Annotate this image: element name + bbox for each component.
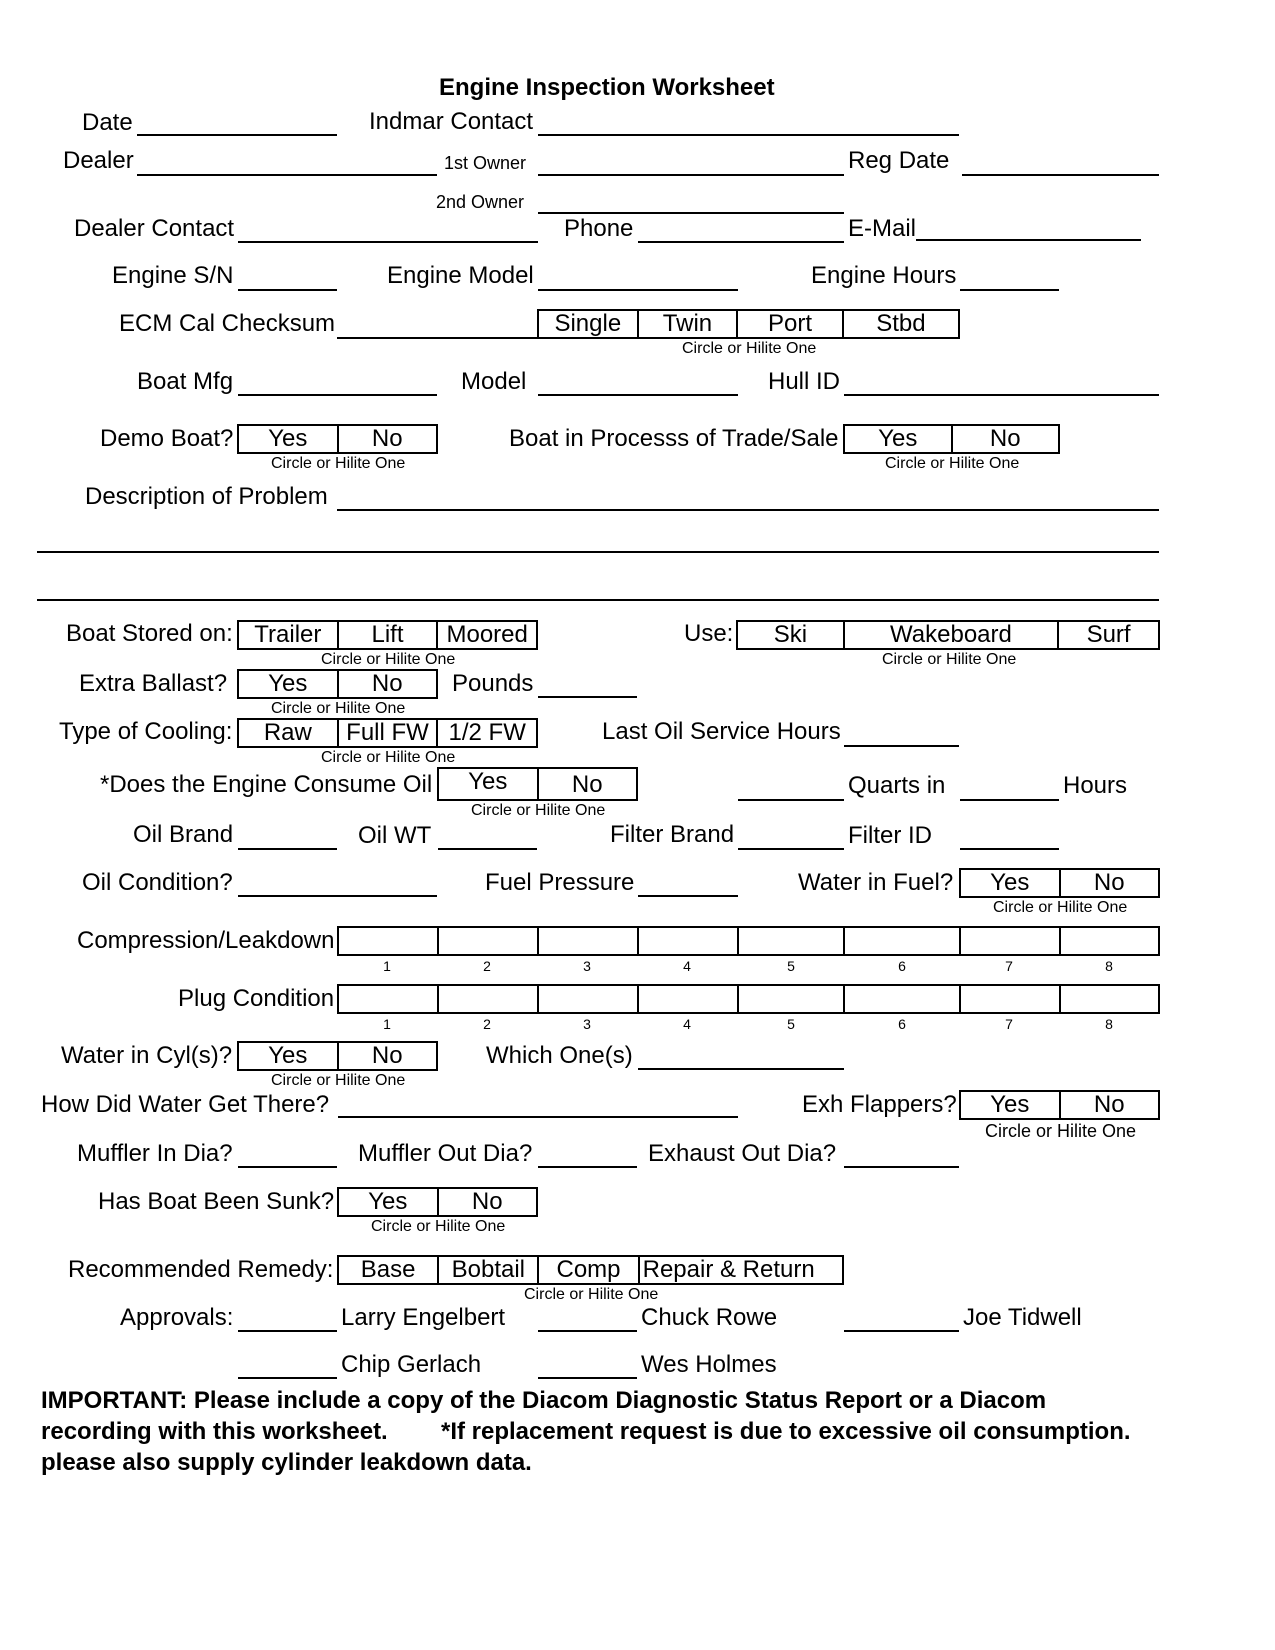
quarts-field[interactable]	[738, 799, 844, 801]
filter-brand-label: Filter Brand	[610, 821, 735, 848]
water-fuel-no[interactable]: No	[1093, 869, 1125, 896]
second-owner-field[interactable]	[538, 212, 844, 214]
demo-boat-hint: Circle or Hilite One	[271, 455, 406, 472]
approval-line-wes[interactable]	[538, 1377, 637, 1379]
compression-cyl-5[interactable]	[739, 928, 845, 954]
compression-num-3: 3	[583, 958, 591, 974]
consume-oil-selector	[437, 767, 638, 801]
reg-date-label: Reg Date	[848, 147, 950, 174]
plug-num-8: 8	[1105, 1016, 1113, 1032]
demo-boat-yes[interactable]: Yes	[239, 426, 339, 452]
plug-num-1: 1	[383, 1016, 391, 1032]
plug-cyl-2[interactable]	[439, 986, 539, 1012]
first-owner-field[interactable]	[538, 174, 844, 176]
plug-num-7: 7	[1005, 1016, 1013, 1032]
use-surf[interactable]: Surf	[1086, 621, 1131, 648]
remedy-repair-return[interactable]: Repair & Return	[642, 1256, 815, 1283]
exh-flappers-yes[interactable]: Yes	[961, 1092, 1061, 1118]
footer-line-2b: *If replacement request is due to excessive oil consumption.	[441, 1418, 1131, 1445]
extra-ballast-no[interactable]: No	[371, 670, 403, 697]
ecm-cal-label: ECM Cal Checksum	[119, 310, 336, 337]
remedy-label: Recommended Remedy:	[68, 1256, 334, 1283]
muffler-in-label: Muffler In Dia?	[77, 1140, 233, 1167]
use-wakeboard[interactable]: Wakeboard	[845, 622, 1059, 648]
exhaust-out-field[interactable]	[844, 1166, 959, 1168]
last-oil-label: Last Oil Service Hours	[602, 718, 841, 745]
description-label: Description of Problem	[85, 483, 328, 510]
trade-sale-no[interactable]: No	[989, 425, 1021, 452]
oil-wt-label: Oil WT	[358, 822, 432, 849]
engine-hours-field[interactable]	[960, 289, 1059, 291]
dealer-label: Dealer	[63, 147, 134, 174]
email-label: E-Mail	[848, 215, 917, 242]
model-label: Model	[461, 368, 527, 395]
engine-model-field[interactable]	[538, 289, 738, 291]
use-hint: Circle or Hilite One	[882, 651, 1017, 668]
compression-cyl-1[interactable]	[339, 928, 439, 954]
use-label: Use:	[684, 620, 734, 647]
consume-oil-label: *Does the Engine Consume Oil	[100, 771, 433, 798]
indmar-contact-field[interactable]	[538, 134, 959, 136]
water-cyl-selector	[237, 1041, 438, 1071]
compression-num-6: 6	[898, 958, 906, 974]
engine-config-hint: Circle or Hilite One	[682, 340, 817, 357]
plug-num-2: 2	[483, 1016, 491, 1032]
cooling-hint: Circle or Hilite One	[321, 749, 456, 766]
compression-cyl-4[interactable]	[639, 928, 739, 954]
first-owner-label: 1st Owner	[444, 153, 527, 173]
trade-sale-label: Boat in Processs of Trade/Sale	[509, 425, 839, 452]
sunk-hint: Circle or Hilite One	[371, 1218, 506, 1235]
fuel-pressure-field[interactable]	[638, 895, 738, 897]
exh-flappers-label: Exh Flappers?	[802, 1091, 957, 1118]
page-title: Engine Inspection Worksheet	[439, 74, 775, 101]
exhaust-out-label: Exhaust Out Dia?	[648, 1140, 837, 1167]
filter-brand-field[interactable]	[738, 848, 844, 850]
approver-wes: Wes Holmes	[641, 1351, 777, 1378]
indmar-contact-label: Indmar Contact	[369, 108, 534, 135]
option-twin[interactable]: Twin	[639, 311, 739, 337]
quarts-in-label: Quarts in	[848, 772, 946, 799]
demo-boat-no[interactable]: No	[371, 425, 403, 452]
hull-id-field[interactable]	[844, 394, 1159, 396]
compression-cyl-2[interactable]	[439, 928, 539, 954]
water-cyl-hint: Circle or Hilite One	[271, 1072, 406, 1089]
description-field-line-1[interactable]	[337, 509, 1159, 511]
plug-label: Plug Condition	[178, 985, 335, 1012]
footer-line-1: IMPORTANT: Please include a copy of the Diacom Diagnostic Status Report or a Diacom	[41, 1387, 1047, 1414]
approval-line-chuck[interactable]	[538, 1330, 637, 1332]
cooling-selector	[237, 718, 538, 748]
filter-id-label: Filter ID	[848, 822, 932, 849]
last-oil-field[interactable]	[844, 745, 959, 747]
extra-ballast-label: Extra Ballast?	[79, 670, 228, 697]
water-fuel-hint: Circle or Hilite One	[993, 899, 1128, 916]
footer-line-3: please also supply cylinder leakdown data.	[41, 1449, 532, 1476]
boat-stored-label: Boat Stored on:	[66, 620, 233, 647]
dealer-contact-field[interactable]	[238, 241, 538, 243]
exh-flappers-hint: Circle or Hilite One	[985, 1121, 1137, 1141]
compression-num-8: 8	[1105, 958, 1113, 974]
compression-cyl-3[interactable]	[539, 928, 639, 954]
cooling-full-fw[interactable]: Full FW	[339, 720, 439, 746]
water-fuel-yes[interactable]: Yes	[961, 870, 1061, 896]
remedy-hint: Circle or Hilite One	[524, 1286, 659, 1303]
plug-cyl-1[interactable]	[339, 986, 439, 1012]
plug-cyl-5[interactable]	[739, 986, 845, 1012]
sunk-selector	[337, 1187, 538, 1217]
plug-cyl-8[interactable]	[1061, 986, 1158, 1012]
approvals-label: Approvals:	[120, 1304, 234, 1331]
boat-mfg-field[interactable]	[238, 394, 437, 396]
plug-num-4: 4	[683, 1016, 691, 1032]
engine-sn-label: Engine S/N	[112, 262, 234, 289]
exh-flappers-no[interactable]: No	[1093, 1091, 1125, 1118]
fuel-pressure-label: Fuel Pressure	[485, 869, 635, 896]
use-selector	[736, 620, 1160, 650]
water-fuel-selector	[959, 868, 1160, 898]
boat-stored-selector	[237, 620, 538, 650]
which-one-field[interactable]	[638, 1068, 844, 1070]
compression-label: Compression/Leakdown	[77, 927, 335, 954]
remedy-selector	[337, 1255, 844, 1285]
oil-condition-label: Oil Condition?	[82, 869, 233, 896]
use-ski[interactable]: Ski	[738, 622, 845, 648]
pounds-label: Pounds	[452, 670, 534, 697]
cooling-half-fw[interactable]: 1/2 FW	[448, 719, 526, 746]
trade-sale-yes[interactable]: Yes	[845, 426, 953, 452]
pounds-field[interactable]	[538, 696, 637, 698]
consume-oil-yes[interactable]: Yes	[439, 769, 539, 799]
muffler-out-label: Muffler Out Dia?	[358, 1140, 533, 1167]
hours-field[interactable]	[960, 799, 1059, 801]
muffler-out-field[interactable]	[538, 1166, 637, 1168]
muffler-in-field[interactable]	[238, 1166, 337, 1168]
water-fuel-label: Water in Fuel?	[798, 869, 954, 896]
oil-wt-field[interactable]	[438, 848, 537, 850]
approver-larry: Larry Engelbert	[341, 1304, 506, 1331]
hours-label: Hours	[1063, 772, 1128, 799]
remedy-comp[interactable]: Comp	[539, 1257, 639, 1283]
cooling-label: Type of Cooling:	[59, 718, 233, 745]
phone-label: Phone	[564, 215, 634, 242]
stored-trailer[interactable]: Trailer	[239, 622, 339, 648]
remedy-bobtail[interactable]: Bobtail	[439, 1257, 539, 1283]
exh-flappers-selector	[959, 1090, 1160, 1120]
option-port[interactable]: Port	[738, 311, 844, 337]
compression-cyl-6[interactable]	[845, 928, 961, 954]
oil-condition-field[interactable]	[238, 895, 437, 897]
plug-num-6: 6	[898, 1016, 906, 1032]
demo-boat-label: Demo Boat?	[100, 425, 234, 452]
compression-num-4: 4	[683, 958, 691, 974]
engine-sn-field[interactable]	[238, 289, 337, 291]
stored-moored[interactable]: Moored	[446, 621, 528, 648]
reg-date-field[interactable]	[962, 174, 1159, 176]
sunk-label: Has Boat Been Sunk?	[98, 1188, 335, 1215]
plug-num-3: 3	[583, 1016, 591, 1032]
approval-line-chip[interactable]	[238, 1377, 337, 1379]
description-field-line-3[interactable]	[37, 599, 1159, 601]
compression-num-1: 1	[383, 958, 391, 974]
date-label: Date	[82, 109, 133, 136]
dealer-field[interactable]	[137, 174, 437, 176]
demo-boat-selector	[237, 424, 438, 454]
water-cyl-label: Water in Cyl(s)?	[61, 1042, 233, 1069]
trade-sale-hint: Circle or Hilite One	[885, 455, 1020, 472]
water-cyl-no[interactable]: No	[371, 1042, 403, 1069]
hull-id-label: Hull ID	[768, 368, 841, 395]
which-one-label: Which One(s)	[486, 1042, 633, 1069]
cooling-raw[interactable]: Raw	[239, 720, 339, 746]
how-water-field[interactable]	[338, 1116, 738, 1118]
compression-cyl-8[interactable]	[1061, 928, 1158, 954]
date-field[interactable]	[137, 134, 337, 136]
plug-cyl-7[interactable]	[961, 986, 1061, 1012]
remedy-base[interactable]: Base	[339, 1257, 439, 1283]
email-field[interactable]	[916, 239, 1141, 241]
footer-line-2a: recording with this worksheet.	[41, 1418, 388, 1445]
sunk-no[interactable]: No	[471, 1188, 503, 1215]
compression-grid	[337, 926, 1160, 956]
option-single[interactable]: Single	[539, 311, 639, 337]
model-field[interactable]	[538, 394, 738, 396]
dealer-contact-label: Dealer Contact	[74, 215, 235, 242]
phone-field[interactable]	[638, 241, 844, 243]
extra-ballast-selector	[237, 669, 438, 699]
plug-cyl-6[interactable]	[845, 986, 961, 1012]
plug-cyl-4[interactable]	[639, 986, 739, 1012]
compression-num-2: 2	[483, 958, 491, 974]
extra-ballast-yes[interactable]: Yes	[239, 671, 339, 697]
approval-line-joe[interactable]	[844, 1330, 959, 1332]
oil-brand-label: Oil Brand	[133, 821, 234, 848]
stored-lift[interactable]: Lift	[339, 622, 439, 648]
filter-id-field[interactable]	[960, 848, 1059, 850]
engine-hours-label: Engine Hours	[811, 262, 957, 289]
consume-oil-no[interactable]: No	[571, 771, 603, 798]
oil-brand-field[interactable]	[238, 848, 337, 850]
approver-chuck: Chuck Rowe	[641, 1304, 778, 1331]
second-owner-label: 2nd Owner	[436, 192, 525, 212]
sunk-yes[interactable]: Yes	[339, 1189, 439, 1215]
option-stbd[interactable]: Stbd	[876, 310, 926, 337]
extra-ballast-hint: Circle or Hilite One	[271, 700, 406, 717]
compression-num-7: 7	[1005, 958, 1013, 974]
engine-model-label: Engine Model	[387, 262, 534, 289]
approver-joe: Joe Tidwell	[963, 1304, 1082, 1331]
approver-chip: Chip Gerlach	[341, 1351, 482, 1378]
trade-sale-selector	[843, 424, 1060, 454]
plug-cyl-3[interactable]	[539, 986, 639, 1012]
compression-num-5: 5	[787, 958, 795, 974]
plug-grid	[337, 984, 1160, 1014]
ecm-cal-field[interactable]	[337, 337, 537, 339]
description-field-line-2[interactable]	[37, 551, 1159, 553]
engine-config-selector	[537, 309, 960, 339]
consume-oil-hint: Circle or Hilite One	[471, 802, 606, 819]
boat-mfg-label: Boat Mfg	[137, 368, 234, 395]
how-water-label: How Did Water Get There?	[41, 1091, 330, 1118]
approval-line-larry[interactable]	[238, 1330, 337, 1332]
compression-cyl-7[interactable]	[961, 928, 1061, 954]
boat-stored-hint: Circle or Hilite One	[321, 651, 456, 668]
plug-num-5: 5	[787, 1016, 795, 1032]
water-cyl-yes[interactable]: Yes	[239, 1043, 339, 1069]
